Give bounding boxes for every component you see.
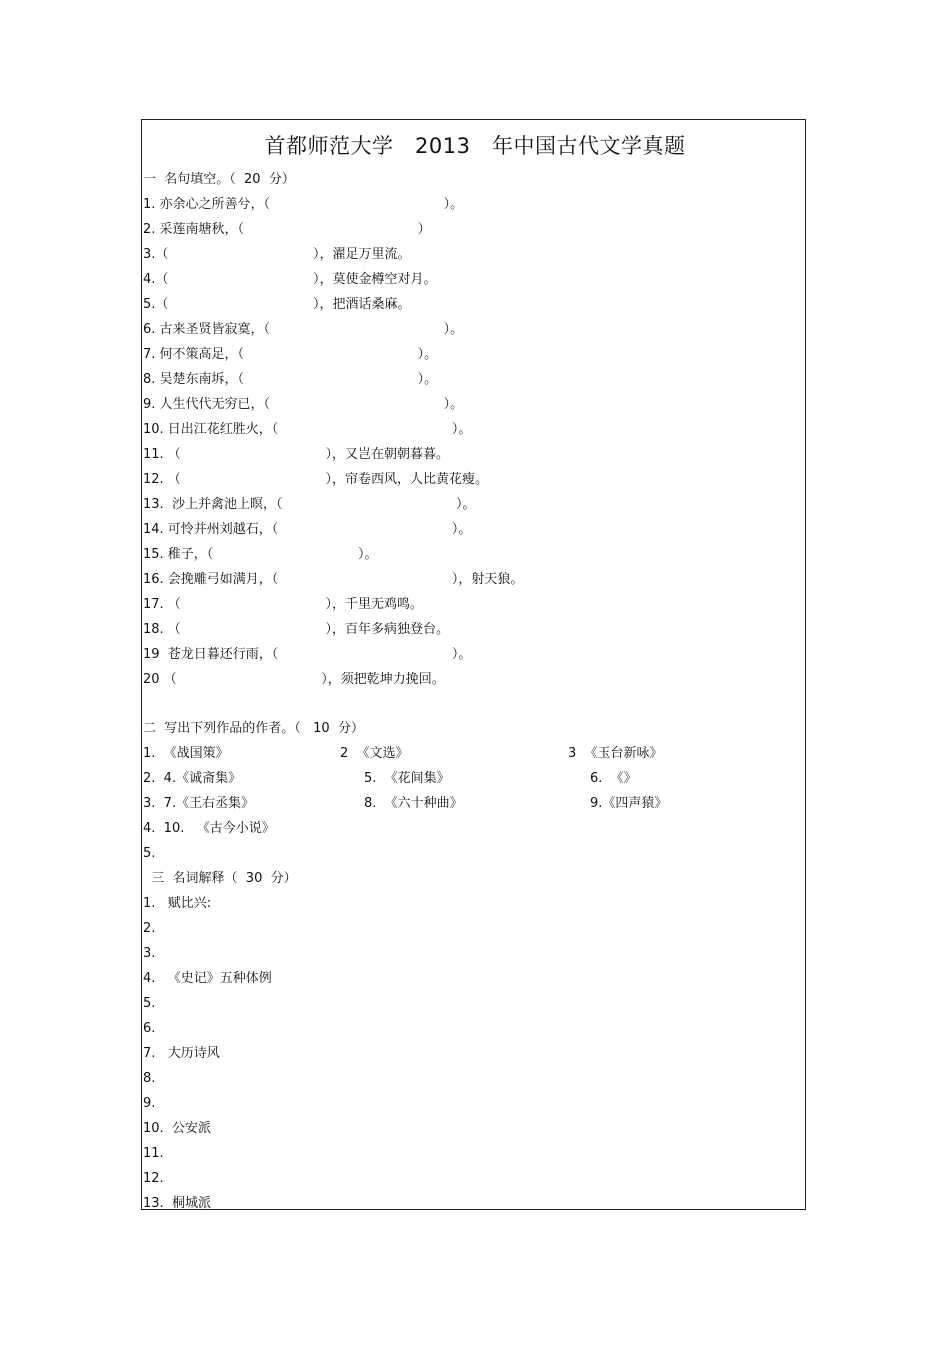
term-item: 8. <box>143 1071 156 1086</box>
term-item: 4. 《史记》五种体例 <box>143 971 272 986</box>
section3-heading: 三 名词解释（ 30 分） <box>143 871 297 886</box>
term-item: 13. 桐城派 <box>143 1196 211 1211</box>
author-item: 1. 《战国策》 <box>143 746 229 761</box>
fill-item: 13. 沙上并禽池上暝，（ ）。 <box>143 497 476 512</box>
term-item: 1. 赋比兴: <box>143 896 212 911</box>
author-item: 5. <box>143 846 156 861</box>
author-item: 5. 《花间集》 <box>364 771 450 786</box>
section2-heading: 二 写出下列作品的作者。（ 10 分） <box>143 721 364 736</box>
author-item: 6. 《》 <box>590 771 637 786</box>
fill-item: 7. 何不策高足，（ ）。 <box>143 347 438 362</box>
fill-item: 20 （ ），须把乾坤力挽回。 <box>143 672 445 687</box>
author-item: 2. 4.《诚斋集》 <box>143 771 242 786</box>
fill-item: 5.（ ），把酒话桑麻。 <box>143 297 411 312</box>
section1-heading: 一 名句填空。（ 20 分） <box>143 172 295 187</box>
fill-item: 14. 可怜并州刘越石，（ ）。 <box>143 522 472 537</box>
fill-item: 8. 吴楚东南坼，（ ）。 <box>143 372 438 387</box>
term-item: 5. <box>143 996 156 1011</box>
fill-item: 18. （ ），百年多病独登台。 <box>143 622 449 637</box>
fill-item: 10. 日出江花红胜火，（ ）。 <box>143 422 472 437</box>
term-item: 7. 大历诗风 <box>143 1046 220 1061</box>
fill-item: 3.（ ），濯足万里流。 <box>143 247 411 262</box>
author-item: 3. 7.《王右丞集》 <box>143 796 255 811</box>
term-item: 6. <box>143 1021 156 1036</box>
fill-item: 11. （ ），又岂在朝朝暮暮。 <box>143 447 449 462</box>
fill-item: 19 苍龙日暮还行雨，（ ）。 <box>143 647 472 662</box>
term-item: 9. <box>143 1096 156 1111</box>
author-item: 2 《文选》 <box>340 746 409 761</box>
fill-item: 6. 古来圣贤皆寂寞，（ ）。 <box>143 322 464 337</box>
author-item: 3 《玉台新咏》 <box>568 746 663 761</box>
fill-item: 4.（ ），莫使金樽空对月。 <box>143 272 437 287</box>
fill-item: 12. （ ），帘卷西风，人比黄花瘦。 <box>143 472 488 487</box>
term-item: 3. <box>143 946 156 961</box>
term-item: 10. 公安派 <box>143 1121 211 1136</box>
term-item: 11. <box>143 1146 164 1161</box>
fill-item: 17. （ ），千里无鸡鸣。 <box>143 597 423 612</box>
term-item: 12. <box>143 1171 164 1186</box>
term-item: 2. <box>143 921 156 936</box>
fill-item: 16. 会挽雕弓如满月，（ ），射天狼。 <box>143 572 524 587</box>
fill-item: 2. 采莲南塘秋，（ ） <box>143 222 431 237</box>
fill-item: 1. 亦余心之所善兮，（ ）。 <box>143 197 464 212</box>
author-item: 8. 《六十种曲》 <box>364 796 463 811</box>
fill-item: 15. 稚子，（ ）。 <box>143 547 378 562</box>
page-title: 首都师范大学 2013 年中国古代文学真题 <box>264 134 686 158</box>
fill-item: 9. 人生代代无穷已，（ ）。 <box>143 397 464 412</box>
author-item: 4. 10. 《古今小说》 <box>143 821 275 836</box>
author-item: 9.《四声猿》 <box>590 796 668 811</box>
